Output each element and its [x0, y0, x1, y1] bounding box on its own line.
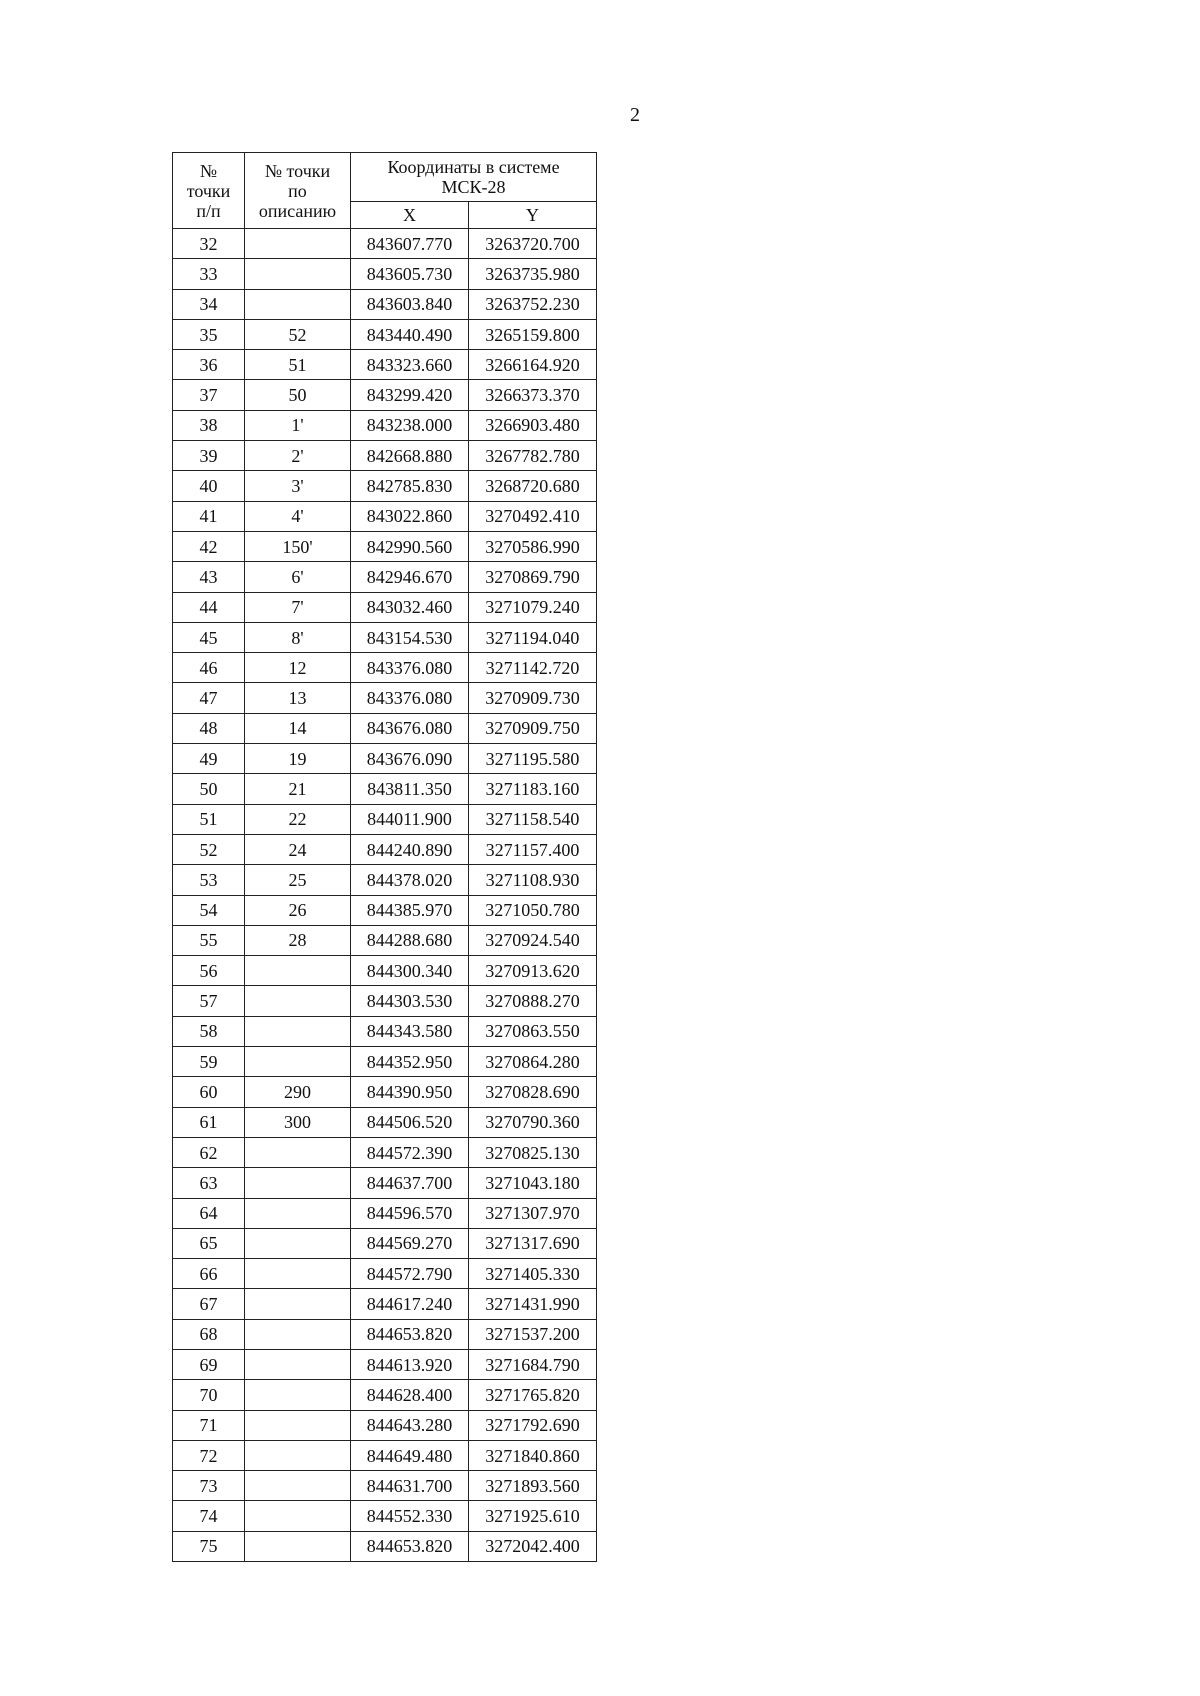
cell-point-number: 39	[173, 441, 245, 471]
cell-description-point	[245, 1016, 351, 1046]
cell-y: 3266903.480	[469, 410, 597, 440]
cell-point-number: 68	[173, 1319, 245, 1349]
table-row	[173, 774, 597, 804]
table-row	[173, 1259, 597, 1289]
cell-description-point	[245, 1319, 351, 1349]
cell-point-number: 71	[173, 1410, 245, 1440]
table-row	[173, 804, 597, 834]
table-row	[173, 865, 597, 895]
table-row	[173, 501, 597, 531]
cell-y: 3270828.690	[469, 1077, 597, 1107]
cell-x: 844303.530	[351, 986, 469, 1016]
cell-y: 3268720.680	[469, 471, 597, 501]
cell-point-number: 63	[173, 1168, 245, 1198]
table-row	[173, 562, 597, 592]
cell-point-number: 60	[173, 1077, 245, 1107]
cell-description-point: 1'	[245, 410, 351, 440]
cell-description-point	[245, 259, 351, 289]
table-row	[173, 1410, 597, 1440]
cell-description-point	[245, 1047, 351, 1077]
cell-x: 844617.240	[351, 1289, 469, 1319]
cell-point-number: 75	[173, 1531, 245, 1561]
cell-x: 843323.660	[351, 350, 469, 380]
cell-point-number: 51	[173, 804, 245, 834]
cell-y: 3270913.620	[469, 956, 597, 986]
cell-point-number: 32	[173, 229, 245, 259]
table-row	[173, 289, 597, 319]
table-row	[173, 1228, 597, 1258]
cell-point-number: 46	[173, 653, 245, 683]
cell-y: 3271195.580	[469, 744, 597, 774]
cell-description-point: 12	[245, 653, 351, 683]
cell-point-number: 50	[173, 774, 245, 804]
cell-x: 844569.270	[351, 1228, 469, 1258]
cell-y: 3267782.780	[469, 441, 597, 471]
cell-point-number: 58	[173, 1016, 245, 1046]
cell-y: 3270790.360	[469, 1107, 597, 1137]
cell-description-point	[245, 1410, 351, 1440]
cell-y: 3270864.280	[469, 1047, 597, 1077]
cell-description-point	[245, 1289, 351, 1319]
table-row	[173, 1077, 597, 1107]
table-row	[173, 1440, 597, 1470]
cell-point-number: 37	[173, 380, 245, 410]
cell-y: 3270909.750	[469, 713, 597, 743]
cell-y: 3266373.370	[469, 380, 597, 410]
cell-description-point	[245, 1228, 351, 1258]
cell-point-number: 66	[173, 1259, 245, 1289]
cell-y: 3271183.160	[469, 774, 597, 804]
cell-y: 3263752.230	[469, 289, 597, 319]
table-row	[173, 1016, 597, 1046]
header-description-point: № точки по описанию	[245, 153, 351, 229]
cell-y: 3271840.860	[469, 1440, 597, 1470]
cell-y: 3270825.130	[469, 1137, 597, 1167]
cell-y: 3271792.690	[469, 1410, 597, 1440]
cell-x: 843811.350	[351, 774, 469, 804]
cell-y: 3266164.920	[469, 350, 597, 380]
cell-x: 842990.560	[351, 531, 469, 561]
cell-x: 843238.000	[351, 410, 469, 440]
cell-description-point: 26	[245, 895, 351, 925]
cell-x: 843440.490	[351, 319, 469, 349]
table-row	[173, 895, 597, 925]
cell-y: 3271307.970	[469, 1198, 597, 1228]
cell-y: 3270888.270	[469, 986, 597, 1016]
cell-y: 3271317.690	[469, 1228, 597, 1258]
cell-description-point: 25	[245, 865, 351, 895]
cell-description-point: 19	[245, 744, 351, 774]
cell-x: 842668.880	[351, 441, 469, 471]
table-row	[173, 592, 597, 622]
cell-x: 844628.400	[351, 1380, 469, 1410]
cell-point-number: 67	[173, 1289, 245, 1319]
cell-description-point	[245, 1259, 351, 1289]
cell-x: 844240.890	[351, 834, 469, 864]
cell-description-point: 290	[245, 1077, 351, 1107]
cell-x: 843299.420	[351, 380, 469, 410]
cell-point-number: 57	[173, 986, 245, 1016]
cell-point-number: 49	[173, 744, 245, 774]
cell-y: 3271194.040	[469, 622, 597, 652]
cell-point-number: 38	[173, 410, 245, 440]
cell-y: 3272042.400	[469, 1531, 597, 1561]
cell-description-point: 21	[245, 774, 351, 804]
cell-x: 844643.280	[351, 1410, 469, 1440]
cell-point-number: 56	[173, 956, 245, 986]
cell-description-point	[245, 1501, 351, 1531]
table-row	[173, 1471, 597, 1501]
cell-point-number: 70	[173, 1380, 245, 1410]
cell-point-number: 41	[173, 501, 245, 531]
cell-y: 3270586.990	[469, 531, 597, 561]
cell-y: 3271050.780	[469, 895, 597, 925]
cell-y: 3270492.410	[469, 501, 597, 531]
table-row	[173, 1168, 597, 1198]
table-row	[173, 622, 597, 652]
cell-x: 844300.340	[351, 956, 469, 986]
cell-point-number: 59	[173, 1047, 245, 1077]
cell-point-number: 61	[173, 1107, 245, 1137]
cell-y: 3271043.180	[469, 1168, 597, 1198]
cell-description-point: 150'	[245, 531, 351, 561]
cell-description-point: 4'	[245, 501, 351, 531]
table-row	[173, 410, 597, 440]
table-row	[173, 259, 597, 289]
cell-description-point: 22	[245, 804, 351, 834]
cell-description-point: 8'	[245, 622, 351, 652]
table-row	[173, 683, 597, 713]
cell-x: 844385.970	[351, 895, 469, 925]
table-row	[173, 380, 597, 410]
cell-y: 3271079.240	[469, 592, 597, 622]
cell-description-point	[245, 1471, 351, 1501]
table-row	[173, 441, 597, 471]
cell-y: 3271157.400	[469, 834, 597, 864]
table-row	[173, 925, 597, 955]
cell-y: 3270863.550	[469, 1016, 597, 1046]
table-row	[173, 1349, 597, 1379]
coordinates-table	[172, 152, 597, 1562]
cell-y: 3271765.820	[469, 1380, 597, 1410]
cell-point-number: 34	[173, 289, 245, 319]
table-row	[173, 986, 597, 1016]
header-x: X	[351, 202, 469, 229]
table-body	[173, 229, 597, 1562]
table-row	[173, 319, 597, 349]
cell-point-number: 35	[173, 319, 245, 349]
table-row	[173, 1198, 597, 1228]
cell-point-number: 33	[173, 259, 245, 289]
table-row	[173, 531, 597, 561]
cell-point-number: 45	[173, 622, 245, 652]
cell-x: 842946.670	[351, 562, 469, 592]
cell-description-point	[245, 1380, 351, 1410]
cell-y: 3271108.930	[469, 865, 597, 895]
table-row	[173, 653, 597, 683]
cell-x: 843607.770	[351, 229, 469, 259]
cell-point-number: 40	[173, 471, 245, 501]
cell-point-number: 73	[173, 1471, 245, 1501]
cell-y: 3271537.200	[469, 1319, 597, 1349]
cell-x: 842785.830	[351, 471, 469, 501]
cell-x: 844343.580	[351, 1016, 469, 1046]
cell-x: 844613.920	[351, 1349, 469, 1379]
cell-y: 3271158.540	[469, 804, 597, 834]
page-number: 2	[630, 104, 640, 126]
table-row	[173, 1501, 597, 1531]
cell-point-number: 43	[173, 562, 245, 592]
cell-x: 844378.020	[351, 865, 469, 895]
cell-description-point	[245, 1137, 351, 1167]
table-row	[173, 956, 597, 986]
cell-description-point	[245, 1198, 351, 1228]
cell-point-number: 64	[173, 1198, 245, 1228]
cell-description-point: 51	[245, 350, 351, 380]
cell-point-number: 54	[173, 895, 245, 925]
cell-description-point: 52	[245, 319, 351, 349]
cell-x: 844653.820	[351, 1319, 469, 1349]
cell-y: 3271893.560	[469, 1471, 597, 1501]
cell-y: 3263735.980	[469, 259, 597, 289]
cell-x: 844596.570	[351, 1198, 469, 1228]
cell-y: 3270924.540	[469, 925, 597, 955]
cell-point-number: 62	[173, 1137, 245, 1167]
cell-y: 3263720.700	[469, 229, 597, 259]
cell-point-number: 42	[173, 531, 245, 561]
table-row	[173, 350, 597, 380]
cell-description-point	[245, 289, 351, 319]
cell-x: 844572.390	[351, 1137, 469, 1167]
table-row	[173, 1047, 597, 1077]
cell-x: 843376.080	[351, 653, 469, 683]
cell-x: 844506.520	[351, 1107, 469, 1137]
cell-y: 3271142.720	[469, 653, 597, 683]
cell-description-point	[245, 1168, 351, 1198]
cell-description-point: 24	[245, 834, 351, 864]
cell-point-number: 44	[173, 592, 245, 622]
cell-x: 844637.700	[351, 1168, 469, 1198]
cell-description-point	[245, 1531, 351, 1561]
cell-point-number: 55	[173, 925, 245, 955]
cell-description-point: 6'	[245, 562, 351, 592]
cell-description-point: 2'	[245, 441, 351, 471]
cell-x: 844011.900	[351, 804, 469, 834]
cell-x: 844631.700	[351, 1471, 469, 1501]
cell-x: 844649.480	[351, 1440, 469, 1470]
table-row	[173, 1319, 597, 1349]
cell-y: 3271925.610	[469, 1501, 597, 1531]
table-row	[173, 471, 597, 501]
cell-point-number: 69	[173, 1349, 245, 1379]
cell-point-number: 72	[173, 1440, 245, 1470]
cell-point-number: 53	[173, 865, 245, 895]
cell-y: 3271405.330	[469, 1259, 597, 1289]
table-row	[173, 713, 597, 743]
table-row	[173, 1380, 597, 1410]
cell-description-point: 28	[245, 925, 351, 955]
cell-description-point: 13	[245, 683, 351, 713]
cell-x: 844390.950	[351, 1077, 469, 1107]
cell-description-point: 3'	[245, 471, 351, 501]
cell-y: 3270909.730	[469, 683, 597, 713]
table-row	[173, 229, 597, 259]
cell-x: 844552.330	[351, 1501, 469, 1531]
table-row	[173, 1137, 597, 1167]
cell-x: 844653.820	[351, 1531, 469, 1561]
cell-description-point	[245, 956, 351, 986]
cell-point-number: 52	[173, 834, 245, 864]
cell-description-point: 50	[245, 380, 351, 410]
cell-x: 843022.860	[351, 501, 469, 531]
cell-point-number: 65	[173, 1228, 245, 1258]
cell-x: 843676.090	[351, 744, 469, 774]
table-row	[173, 744, 597, 774]
cell-y: 3265159.800	[469, 319, 597, 349]
cell-x: 843676.080	[351, 713, 469, 743]
cell-x: 843603.840	[351, 289, 469, 319]
table-header	[173, 153, 597, 229]
cell-point-number: 48	[173, 713, 245, 743]
cell-point-number: 74	[173, 1501, 245, 1531]
cell-x: 843154.530	[351, 622, 469, 652]
cell-x: 843376.080	[351, 683, 469, 713]
cell-description-point: 7'	[245, 592, 351, 622]
cell-description-point: 300	[245, 1107, 351, 1137]
cell-description-point: 14	[245, 713, 351, 743]
cell-description-point	[245, 229, 351, 259]
header-coordinates-group: Координаты в системе МСК-28	[351, 153, 597, 202]
cell-description-point	[245, 1440, 351, 1470]
cell-x: 843605.730	[351, 259, 469, 289]
table-row	[173, 1531, 597, 1561]
cell-x: 844352.950	[351, 1047, 469, 1077]
header-y: Y	[469, 202, 597, 229]
cell-x: 844288.680	[351, 925, 469, 955]
cell-x: 844572.790	[351, 1259, 469, 1289]
cell-description-point	[245, 1349, 351, 1379]
cell-y: 3271431.990	[469, 1289, 597, 1319]
cell-x: 843032.460	[351, 592, 469, 622]
cell-description-point	[245, 986, 351, 1016]
table-row	[173, 1107, 597, 1137]
cell-y: 3271684.790	[469, 1349, 597, 1379]
header-point-number: № точки п/п	[173, 153, 245, 229]
cell-point-number: 36	[173, 350, 245, 380]
cell-point-number: 47	[173, 683, 245, 713]
table-row	[173, 1289, 597, 1319]
table-row	[173, 834, 597, 864]
cell-y: 3270869.790	[469, 562, 597, 592]
